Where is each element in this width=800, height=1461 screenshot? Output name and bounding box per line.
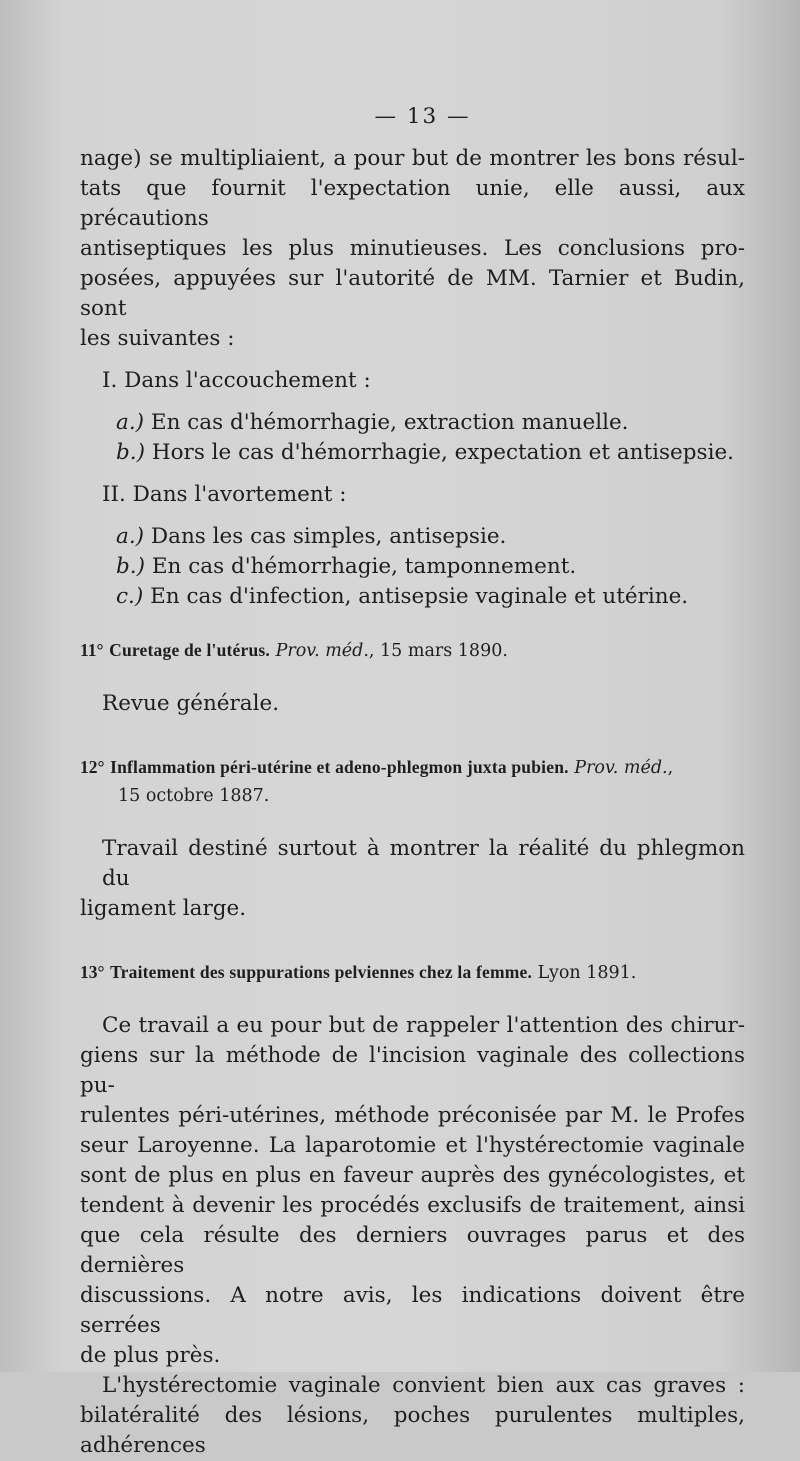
text-line: posées, appuyées sur l'autorité de MM. Tarnier et Budin, sont	[80, 266, 745, 321]
text-line: sont de plus en plus en faveur auprès des gynécologistes, et	[80, 1163, 745, 1188]
text-line: Ce travail a eu pour but de rappeler l'attention des chirur-	[102, 1013, 745, 1038]
text-line: giens sur la méthode de l'incision vaginale des collections pu-	[80, 1043, 745, 1098]
text-line: ligament large.	[80, 896, 247, 921]
text-line: discussions. A notre avis, les indications doivent être serrées	[80, 1283, 745, 1338]
text-line: tats que fournit l'expectation unie, elle aussi, aux précautions	[80, 176, 745, 231]
list-item: a.) En cas d'hémorrhagie, extraction manuelle.	[116, 410, 629, 435]
text-line: Travail destiné surtout à montrer la réalité du phlegmon du	[102, 836, 745, 891]
entry-12-summary	[80, 834, 745, 924]
text-line: antiseptiques les plus minutieuses. Les conclusions pro-	[80, 236, 745, 261]
entry-12-date: 15 octobre 1887.	[118, 786, 270, 806]
list-avortement	[80, 522, 745, 612]
entry-13-heading: 13° Traitement des suppurations pelviennes chez la femme. Lyon 1891.	[80, 962, 637, 983]
text-line: bilatéralité des lésions, poches purulentes multiples, adhérences	[80, 1403, 745, 1458]
text-line: L'hystérectomie vaginale convient bien aux cas graves :	[102, 1373, 745, 1398]
entry-13-paragraph-2	[80, 1371, 745, 1461]
list-item: a.) Dans les cas simples, antisepsie.	[116, 524, 507, 549]
page-number: — 13 —	[374, 104, 471, 129]
section-heading-avortement: II. Dans l'avortement :	[102, 482, 347, 507]
entry-12-heading: 12° Inflammation péri-utérine et adeno-phlegmon juxta pubien. Prov. méd.,	[80, 757, 674, 778]
list-accouchement	[80, 408, 745, 468]
list-item: c.) En cas d'infection, antisepsie vaginale et utérine.	[116, 584, 689, 609]
intro-paragraph	[80, 144, 745, 354]
entry-11-summary: Revue générale.	[102, 691, 280, 716]
text-line: seur Laroyenne. La laparotomie et l'hystérectomie vaginale	[80, 1133, 745, 1158]
entry-11-heading: 11° Curetage de l'utérus. Prov. méd., 15 mars 1890.	[80, 640, 508, 661]
list-item: b.) En cas d'hémorrhagie, tamponnement.	[116, 554, 577, 579]
text-line: nage) se multipliaient, a pour but de montrer les bons résul-	[80, 146, 745, 171]
section-heading-accouchement: I. Dans l'accouchement :	[102, 368, 371, 393]
entry-13-paragraph-1	[80, 1011, 745, 1371]
text-line: rulentes péri-utérines, méthode préconisée par M. le Profes	[80, 1103, 745, 1128]
text-line: de plus près.	[80, 1343, 221, 1368]
page-text	[80, 102, 745, 1461]
text-line: que cela résulte des derniers ouvrages parus et des dernières	[80, 1223, 745, 1278]
list-item: b.) Hors le cas d'hémorrhagie, expectation et antisepsie.	[116, 440, 735, 465]
text-line: tendent à devenir les procédés exclusifs de traitement, ainsi	[80, 1193, 745, 1218]
text-line: les suivantes :	[80, 326, 235, 351]
